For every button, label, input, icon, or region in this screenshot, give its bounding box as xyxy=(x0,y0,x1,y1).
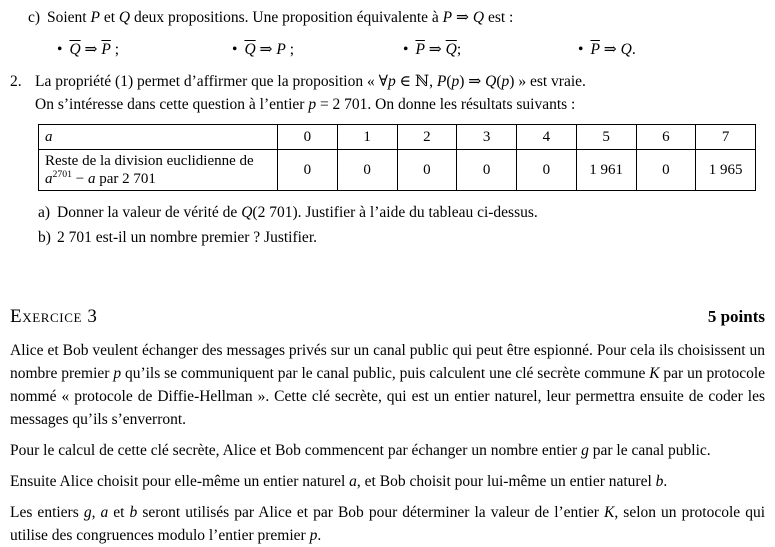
value-cell: 1 xyxy=(337,125,397,150)
bullet-text: $\overline{Q}$ ⇒ P ; xyxy=(244,41,295,58)
question-2-number: 2. xyxy=(10,73,22,90)
value-cell: 0 xyxy=(397,150,457,191)
row-a-label: a xyxy=(39,125,278,150)
paragraph-4: Les entiers g, a et b seront utilisés par Alice et par Bob pour déterminer la valeur de l’entier K, selon un protocole qui utilise des congruences modulo l’entier premier p. xyxy=(10,504,766,544)
question-a xyxy=(38,203,765,223)
value-cell: 0 xyxy=(278,150,338,191)
bullet-icon: • xyxy=(578,41,584,58)
statement-line-1: La propriété (1) permet d’affirmer que la proposition « ∀p ∈ ℕ, P(p) ⇒ Q(p) » est vraie. xyxy=(35,73,586,90)
value-cell: 3 xyxy=(457,125,517,150)
value-cell: 4 xyxy=(517,125,577,150)
question-c-text: Soient P et Q deux propositions. Une proposition équivalente à P ⇒ Q est : xyxy=(47,9,514,26)
question-a-text: Donner la valeur de vérité de Q(2 701). Justifier à l’aide du tableau ci-dessus. xyxy=(57,204,538,221)
table-row-reste xyxy=(39,150,756,191)
value-cell: 0 xyxy=(457,150,517,191)
value-cell: 0 xyxy=(278,125,338,150)
question-c xyxy=(28,8,765,28)
exercise-points: 5 points xyxy=(707,307,765,326)
value-cell: 5 xyxy=(576,125,636,150)
question-b-text: 2 701 est-il un nombre premier ? Justifier. xyxy=(57,229,317,246)
bullet-text: $\overline{P}$ ⇒ $\overline{Q}$; xyxy=(415,41,462,58)
bullet-icon: • xyxy=(403,41,409,58)
bullet-item xyxy=(57,38,232,62)
paragraph-3: Ensuite Alice choisit pour elle-même un entier naturel a, et Bob choisit pour lui-même un entier naturel b. xyxy=(10,473,668,490)
question-b xyxy=(38,228,765,248)
paragraph-2: Pour le calcul de cette clé secrète, Alice et Bob commencent par échanger un nombre entier g par le canal public. xyxy=(10,442,711,459)
value-cell: 2 xyxy=(397,125,457,150)
exercise-3-header xyxy=(10,306,765,328)
value-cell: 7 xyxy=(696,125,756,150)
bullet-list xyxy=(57,38,765,62)
row-reste-label: Reste de la division euclidienne de $a^{2701} - a$ par 2 701 xyxy=(39,150,278,191)
bullet-icon: • xyxy=(232,41,238,58)
question-c-label: c) xyxy=(28,9,41,26)
bullet-text: $\overline{Q}$ ⇒ $\overline{P}$ ; xyxy=(69,41,120,58)
value-cell: 6 xyxy=(636,125,696,150)
bullet-item xyxy=(403,38,578,62)
table-row-a xyxy=(39,125,756,150)
question-a-label: a) xyxy=(38,204,51,221)
value-cell: 0 xyxy=(636,150,696,191)
bullet-item xyxy=(232,38,403,62)
value-cell: 0 xyxy=(337,150,397,191)
results-table xyxy=(38,124,756,191)
statement-line-2: On s’intéresse dans cette question à l’entier p = 2 701. On donne les résultats suivants : xyxy=(35,96,576,113)
question-b-label: b) xyxy=(38,229,51,246)
bullet-text: $\overline{P}$ ⇒ Q. xyxy=(590,41,636,58)
bullet-item xyxy=(578,38,765,62)
paragraph-1: Alice et Bob veulent échanger des messages privés sur un canal public qui peut être espionné. Pour cela ils choisissent un nombre premier p qu’ils se communiquent par le canal public, puis calculent une clé secrète commune K par un protocole nommé « protocole de Diffie-Hellman ». Cette clé secrète, qui est un entier naturel, leur permettra ensuite de coder les messages qu’ils s’enverront. xyxy=(10,342,766,428)
bullet-icon: • xyxy=(57,41,63,58)
value-cell: 1 965 xyxy=(696,150,756,191)
value-cell: 0 xyxy=(517,150,577,191)
question-2 xyxy=(10,72,765,92)
exercise-title: Exercice 3 xyxy=(10,306,98,327)
value-cell: 1 961 xyxy=(576,150,636,191)
